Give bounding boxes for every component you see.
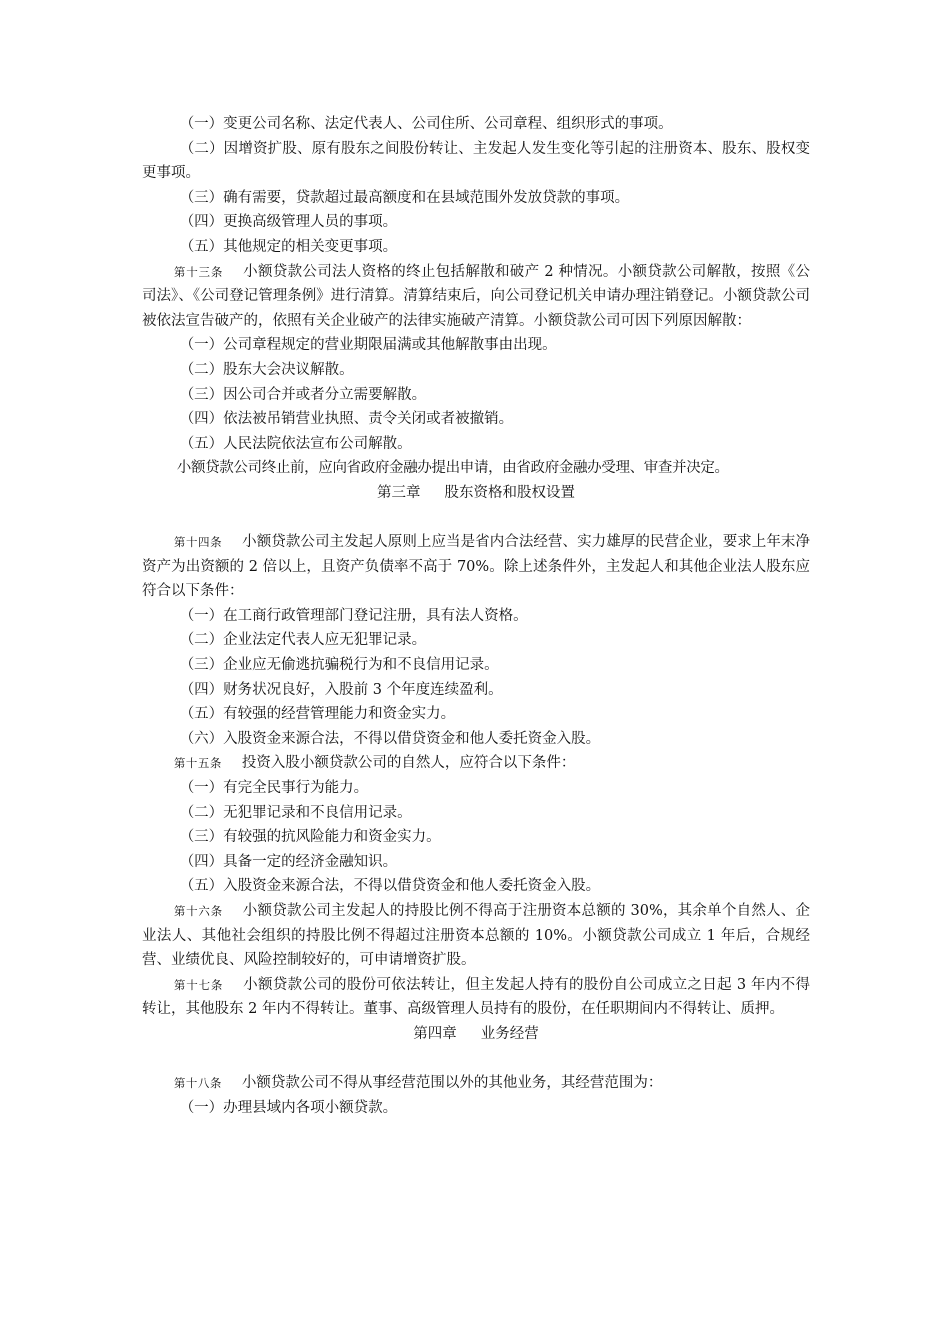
a14-item-5: （五）有较强的经营管理能力和资金实力。 [179, 706, 456, 723]
a15-item-2: （二）无犯罪记录和不良信用记录。 [179, 804, 412, 821]
a12-item-5: （五）其他规定的相关变更事项。 [179, 238, 398, 255]
article-17 [142, 973, 810, 1022]
chapter-3-number: 第三章 [377, 484, 421, 501]
article-17-label: 第十七条 [173, 977, 224, 992]
a18-item-1: （一）办理县域内各项小额贷款。 [179, 1099, 398, 1116]
a13-closing: 小额贷款公司终止前，应向省政府金融办提出申请，由省政府金融办受理、审查并决定。 [176, 460, 729, 477]
article-14 [142, 530, 810, 604]
chapter-4-heading [142, 1022, 810, 1047]
a15-item-5: （五）入股资金来源合法，不得以借贷资金和他人委托资金入股。 [179, 878, 601, 895]
article-14-text: 小额贷款公司主发起人原则上应当是省内合法经营、实力雄厚的民营企业，要求上年末净资产为出资额的 2 倍以上，且资产负债率不高于 70%。除上述条件外，主发起人和其他企业法人股东应符合以下条件： [142, 534, 810, 600]
a12-item-4: （四）更换高级管理人员的事项。 [179, 214, 398, 231]
a13-item-1: （一）公司章程规定的营业期限届满或其他解散事由出现。 [179, 337, 557, 354]
a14-item-2: （二）企业法定代表人应无犯罪记录。 [179, 632, 427, 649]
document-page [142, 112, 810, 1120]
chapter-4-title: 业务经营 [480, 1025, 539, 1042]
a15-item-4: （四）具备一定的经济金融知识。 [179, 853, 398, 870]
article-15-label: 第十五条 [173, 756, 222, 771]
a13-item-4: （四）依法被吊销营业执照、责令关闭或者被撤销。 [179, 411, 514, 428]
a13-item-3: （三）因公司合并或者分立需要解散。 [179, 386, 427, 403]
a14-item-1: （一）在工商行政管理部门登记注册，具有法人资格。 [179, 607, 528, 624]
blank-line [142, 506, 810, 531]
article-13 [142, 260, 810, 334]
article-18-label: 第十八条 [173, 1076, 222, 1091]
chapter-3-title: 股东资格和股权设置 [444, 484, 575, 501]
a13-item-2: （二）股东大会决议解散。 [179, 361, 354, 378]
article-18-text: 小额贷款公司不得从事经营范围以外的其他业务，其经营范围为： [241, 1075, 663, 1092]
article-13-label: 第十三条 [173, 264, 224, 279]
a14-item-6: （六）入股资金来源合法，不得以借贷资金和他人委托资金入股。 [179, 730, 601, 747]
article-15 [142, 751, 810, 776]
a15-item-3: （三）有较强的抗风险能力和资金实力。 [179, 829, 441, 846]
article-16-text: 小额贷款公司主发起人的持股比例不得高于注册资本总额的 30%，其余单个自然人、企业法人、其他社会组织的持股比例不得超过注册资本总额的 10%。小额贷款公司成立 1 年后，合规经营、业绩优良、风险控制较好的，可申请增资扩股。 [142, 903, 810, 969]
chapter-4-number: 第四章 [413, 1025, 457, 1042]
article-16-label: 第十六条 [173, 904, 223, 918]
a14-item-3: （三）企业应无偷逃抗骗税行为和不良信用记录。 [179, 657, 499, 674]
article-16 [142, 899, 810, 973]
article-13-text: 小额贷款公司法人资格的终止包括解散和破产 2 种情况。小额贷款公司解散，按照《公司法》、《公司登记管理条例》进行清算。清算结束后，向公司登记机关申请办理注销登记。小额贷款公司被依法宣告破产的，依照有关企业破产的法律实施破产清算。小额贷款公司可因下列原因解散： [142, 263, 810, 329]
a12-item-3: （三）确有需要，贷款超过最高额度和在县域范围外发放贷款的事项。 [179, 189, 630, 206]
chapter-3-heading [142, 481, 810, 506]
article-18 [142, 1071, 810, 1096]
article-15-text: 投资入股小额贷款公司的自然人，应符合以下条件： [241, 755, 576, 772]
a15-item-1: （一）有完全民事行为能力。 [179, 780, 369, 797]
a13-item-5: （五）人民法院依法宣布公司解散。 [179, 435, 412, 452]
a14-item-4: （四）财务状况良好，入股前 3 个年度连续盈利。 [179, 681, 503, 698]
article-17-text: 小额贷款公司的股份可依法转让，但主发起人持有的股份自公司成立之日起 3 年内不得转让，其他股东 2 年内不得转让。董事、高级管理人员持有的股份，在任职期间内不得转让、质押。 [142, 976, 810, 1018]
a12-item-2: （二）因增资扩股、原有股东之间股份转让、主发起人发生变化等引起的注册资本、股东、股权变更事项。 [142, 140, 810, 182]
article-14-label: 第十四条 [173, 535, 223, 550]
a12-item-1: （一）变更公司名称、法定代表人、公司住所、公司章程、组织形式的事项。 [179, 116, 673, 132]
blank-line [142, 1047, 810, 1072]
